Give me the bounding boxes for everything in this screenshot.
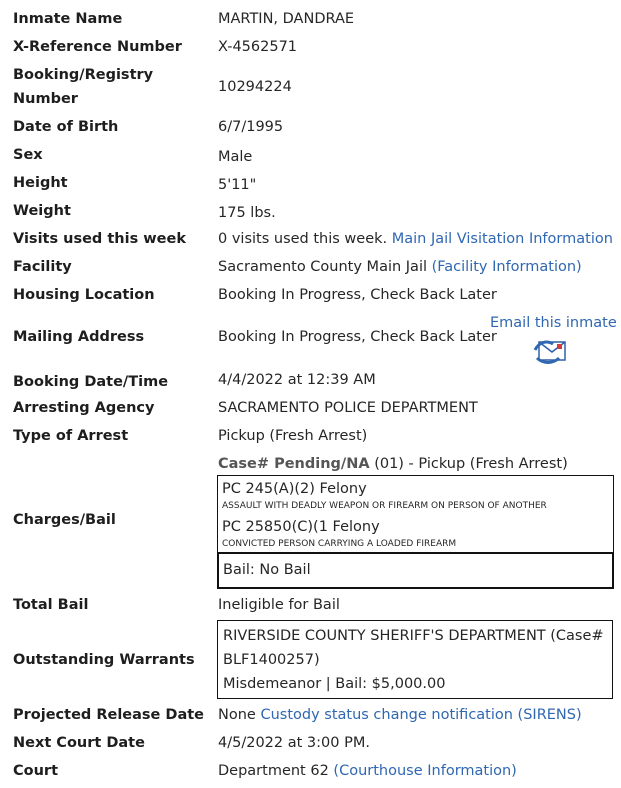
bail-value: Bail: No Bail bbox=[223, 562, 311, 578]
charges-box bbox=[217, 475, 614, 554]
label-booking-line2: Number bbox=[13, 91, 78, 107]
label-inmate-name: Inmate Name bbox=[13, 11, 123, 27]
release-text: None bbox=[218, 707, 256, 723]
label-booking-line1: Booking/Registry bbox=[13, 67, 154, 83]
value-xref: X-4562571 bbox=[218, 39, 298, 55]
value-court bbox=[218, 759, 517, 783]
label-court: Court bbox=[13, 763, 59, 779]
label-booking-datetime: Booking Date/Time bbox=[13, 374, 169, 390]
value-arrest-type: Pickup (Fresh Arrest) bbox=[218, 428, 368, 444]
label-dob: Date of Birth bbox=[13, 119, 119, 135]
label-release: Projected Release Date bbox=[13, 707, 205, 723]
value-next-court: 4/5/2022 at 3:00 PM. bbox=[218, 735, 370, 751]
charge-1-code: PC 245(A)(2) Felony bbox=[222, 481, 367, 497]
label-arrest-type: Type of Arrest bbox=[13, 428, 129, 444]
charge-1-description: ASSAULT WITH DEADLY WEAPON OR FIREARM ON PERSON OF ANOTHER bbox=[222, 501, 547, 511]
label-housing: Housing Location bbox=[13, 287, 155, 303]
value-weight: 175 lbs. bbox=[218, 205, 276, 221]
label-total-bail: Total Bail bbox=[13, 597, 89, 613]
charge-2-code: PC 25850(C)(1 Felony bbox=[222, 519, 380, 535]
facility-text: Sacramento County Main Jail bbox=[218, 259, 428, 275]
label-charges: Charges/Bail bbox=[13, 512, 116, 528]
value-booking-number: 10294224 bbox=[218, 79, 292, 95]
value-dob: 6/7/1995 bbox=[218, 119, 284, 135]
envelope-mail-icon[interactable] bbox=[533, 336, 567, 366]
label-xref: X-Reference Number bbox=[13, 39, 182, 55]
value-facility bbox=[218, 255, 582, 279]
bail-box bbox=[217, 552, 614, 589]
email-inmate-link[interactable]: Email this inmate bbox=[490, 315, 617, 331]
case-header bbox=[218, 452, 568, 476]
value-agency: SACRAMENTO POLICE DEPARTMENT bbox=[218, 400, 478, 416]
case-description: (01) - Pickup (Fresh Arrest) bbox=[374, 456, 568, 472]
warrant-agency: RIVERSIDE COUNTY SHERIFF'S DEPARTMENT (Case# bbox=[223, 628, 604, 644]
warrant-bail: Misdemeanor | Bail: $5,000.00 bbox=[223, 676, 446, 692]
value-height: 5'11" bbox=[218, 177, 257, 193]
warrants-box bbox=[217, 620, 613, 699]
label-height: Height bbox=[13, 175, 68, 191]
value-inmate-name: MARTIN, DANDRAE bbox=[218, 11, 355, 27]
value-booking-datetime: 4/4/2022 at 12:39 AM bbox=[218, 372, 376, 388]
label-agency: Arresting Agency bbox=[13, 400, 155, 416]
label-sex: Sex bbox=[13, 147, 43, 163]
label-visits: Visits used this week bbox=[13, 231, 186, 247]
label-next-court: Next Court Date bbox=[13, 735, 145, 751]
courthouse-info-link[interactable]: (Courthouse Information) bbox=[333, 763, 517, 779]
case-number: Case# Pending/NA bbox=[218, 456, 370, 472]
label-mailing: Mailing Address bbox=[13, 329, 145, 345]
value-total-bail: Ineligible for Bail bbox=[218, 597, 340, 613]
value-release bbox=[218, 703, 582, 727]
court-text: Department 62 bbox=[218, 763, 329, 779]
label-facility: Facility bbox=[13, 259, 72, 275]
label-warrants: Outstanding Warrants bbox=[13, 652, 195, 668]
charge-2-description: CONVICTED PERSON CARRYING A LOADED FIREARM bbox=[222, 539, 457, 549]
warrant-case: BLF1400257) bbox=[223, 652, 320, 668]
value-sex: Male bbox=[218, 149, 253, 165]
visitation-info-link[interactable]: Main Jail Visitation Information bbox=[391, 231, 613, 247]
value-mailing: Booking In Progress, Check Back Later bbox=[218, 329, 497, 345]
value-housing: Booking In Progress, Check Back Later bbox=[218, 287, 497, 303]
value-visits bbox=[218, 227, 613, 251]
sirens-link[interactable]: Custody status change notification (SIRENS) bbox=[260, 707, 582, 723]
visits-text: 0 visits used this week. bbox=[218, 231, 388, 247]
facility-info-link[interactable]: (Facility Information) bbox=[431, 259, 582, 275]
label-weight: Weight bbox=[13, 203, 71, 219]
